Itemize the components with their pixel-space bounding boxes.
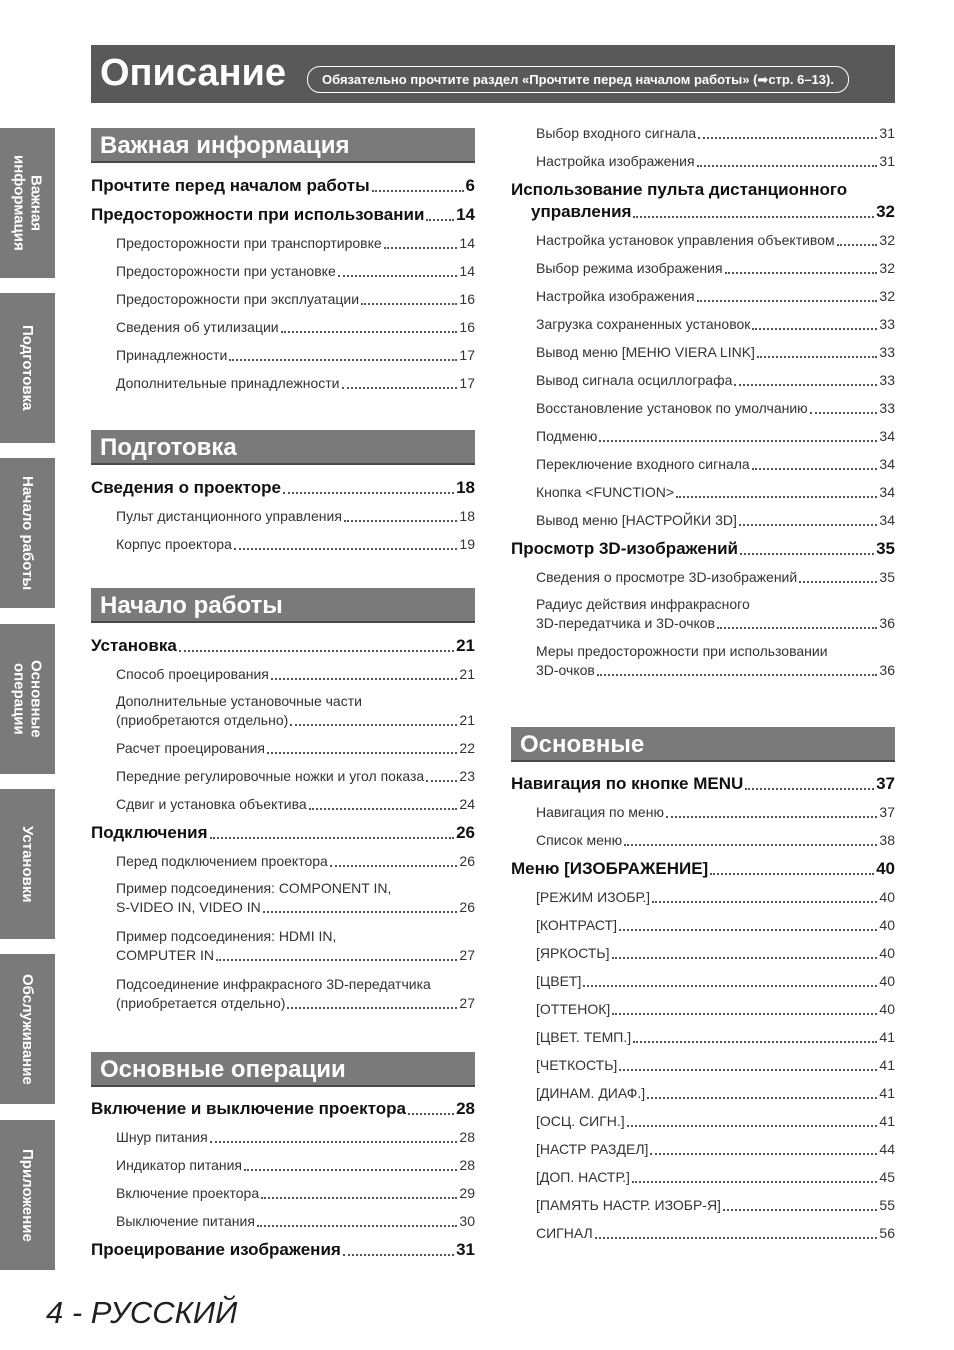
page-number: 16 — [459, 291, 475, 307]
page-number: 41 — [879, 1113, 895, 1129]
toc-main-entry[interactable] — [511, 774, 895, 794]
toc-sub-entry[interactable] — [91, 767, 475, 786]
toc-main-entry[interactable] — [511, 859, 895, 879]
page-number: 18 — [459, 508, 475, 524]
toc-sub-entry-line1[interactable]: Пример подсоединения: HDMI IN, — [116, 928, 337, 944]
entry-text: Настройка изображения — [536, 153, 695, 169]
page-number: 32 — [876, 202, 895, 221]
dot-leader — [408, 1113, 454, 1115]
page-number: 26 — [456, 823, 475, 842]
dot-leader — [633, 216, 874, 218]
toc-sub-entry[interactable] — [91, 290, 475, 309]
dot-leader — [799, 581, 877, 583]
toc-sub-entry[interactable] — [511, 511, 895, 530]
entry-text: Дополнительные принадлежности — [116, 375, 340, 391]
page-number: 14 — [459, 235, 475, 251]
entry-text: [ОСЦ. СИГН.] — [536, 1113, 625, 1129]
toc-sub-entry[interactable] — [511, 1056, 895, 1075]
dot-leader — [338, 275, 458, 277]
side-tab-appendix[interactable] — [0, 1120, 55, 1270]
toc-sub-entry-line1[interactable]: Пример подсоединения: COMPONENT IN, — [116, 880, 392, 896]
dot-leader — [752, 468, 878, 470]
dot-leader — [627, 1125, 878, 1127]
page-number: 21 — [459, 712, 475, 728]
page-number: 33 — [879, 400, 895, 416]
dot-leader — [290, 724, 457, 726]
toc-sub-entry[interactable] — [511, 371, 895, 390]
entry-text: (приобретается отдельно) — [116, 995, 286, 1011]
page-number: 40 — [879, 1001, 895, 1017]
page-number: 29 — [459, 1185, 475, 1201]
entry-text: Переключение входного сигнала — [536, 456, 750, 472]
toc-sub-entry[interactable] — [91, 795, 475, 814]
dot-leader — [757, 356, 877, 358]
page-number: 28 — [456, 1099, 475, 1118]
toc-sub-entry[interactable] — [511, 231, 895, 250]
page-number: 34 — [879, 428, 895, 444]
dot-leader — [330, 865, 458, 867]
entry-text: Предосторожности при использовании — [91, 205, 425, 224]
toc-sub-entry[interactable] — [511, 661, 895, 680]
entry-text: Проецирование изображения — [91, 1240, 341, 1259]
dot-leader — [810, 412, 878, 414]
entry-text: Включение и выключение проектора — [91, 1099, 406, 1118]
entry-text: Принадлежности — [116, 347, 228, 363]
page-number: 45 — [879, 1169, 895, 1185]
entry-text: Выключение питания — [116, 1213, 255, 1229]
toc-main-entry[interactable] — [91, 823, 475, 843]
entry-text: Выбор режима изображения — [536, 260, 723, 276]
entry-text: (приобретаются отдельно) — [116, 712, 289, 728]
dot-leader — [261, 1197, 457, 1199]
dot-leader — [263, 911, 458, 913]
dot-leader — [342, 387, 458, 389]
page-number: 41 — [879, 1057, 895, 1073]
dot-leader — [697, 300, 878, 302]
entry-text: [ЯРКОСТЬ] — [536, 945, 610, 961]
page-number-footer: 4 - РУССКИЙ — [46, 1295, 238, 1330]
side-tab-label: Основные операции — [10, 660, 45, 738]
page-number: 34 — [879, 484, 895, 500]
page-header — [91, 45, 895, 103]
toc-main-entry[interactable] — [91, 478, 475, 498]
dot-leader — [666, 816, 877, 818]
page-number: 41 — [879, 1029, 895, 1045]
page-number: 30 — [459, 1213, 475, 1229]
toc-left-sec2 — [91, 430, 475, 554]
toc-sub-entry[interactable] — [91, 318, 475, 337]
section-heading: Начало работы — [91, 588, 475, 623]
page-number: 28 — [459, 1157, 475, 1173]
toc-sub-entry-line1[interactable]: Меры предосторожности при использовании — [536, 643, 828, 659]
page-number: 14 — [459, 263, 475, 279]
page-number: 40 — [879, 917, 895, 933]
toc-sub-entry[interactable] — [511, 124, 895, 143]
toc-sub-entry[interactable] — [91, 374, 475, 393]
toc-sub-entry[interactable] — [511, 315, 895, 334]
entry-text: Подменю — [536, 428, 598, 444]
section-heading: Важная информация — [91, 128, 475, 163]
section-heading: Подготовка — [91, 430, 475, 465]
toc-sub-entry[interactable] — [511, 568, 895, 587]
side-tab-label: Подготовка — [19, 325, 36, 411]
page-number: 14 — [456, 205, 475, 224]
page-number: 36 — [879, 662, 895, 678]
entry-text: Вывод сигнала осциллографа — [536, 372, 733, 388]
toc-sub-entry[interactable] — [511, 343, 895, 362]
entry-text: Вывод меню [НАСТРОЙКИ 3D] — [536, 512, 737, 528]
toc-sub-entry[interactable] — [511, 614, 895, 633]
toc-right-continued — [511, 124, 895, 680]
page-number: 32 — [879, 288, 895, 304]
toc-sub-entry-line1[interactable]: Дополнительные установочные части — [116, 693, 362, 709]
toc-main-entry[interactable] — [511, 202, 895, 222]
toc-sub-entry[interactable] — [91, 711, 475, 730]
entry-text: [НАСТР РАЗДЕЛ] — [536, 1141, 649, 1157]
entry-text: Список меню — [536, 832, 623, 848]
toc-sub-entry[interactable] — [91, 535, 475, 554]
page-number: 22 — [459, 740, 475, 756]
entry-text: Выбор входного сигнала — [536, 125, 697, 141]
dot-leader — [287, 1007, 457, 1009]
entry-text: [ЦВЕТ. ТЕМП.] — [536, 1029, 632, 1045]
dot-leader — [745, 788, 874, 790]
dot-leader — [599, 440, 877, 442]
side-tab-label: Начало работы — [19, 475, 36, 591]
toc-sub-entry[interactable] — [91, 1184, 475, 1203]
entry-text: Кнопка <FUNCTION> — [536, 484, 675, 500]
toc-sub-entry[interactable] — [511, 427, 895, 446]
toc-sub-entry[interactable] — [91, 739, 475, 758]
side-tab-label: Важная информация — [10, 155, 45, 251]
toc-sub-entry[interactable] — [511, 831, 895, 850]
dot-leader — [384, 247, 458, 249]
entry-text: [РЕЖИМ ИЗОБР.] — [536, 889, 651, 905]
entry-text: Вывод меню [МЕНЮ VIERA LINK] — [536, 344, 755, 360]
page-number: 31 — [879, 125, 895, 141]
page-number: 18 — [456, 478, 475, 497]
page-number: 31 — [456, 1240, 475, 1259]
toc-sub-entry[interactable] — [511, 972, 895, 991]
page-title: Описание — [100, 52, 287, 94]
dot-leader — [372, 190, 464, 192]
dot-leader — [210, 1141, 458, 1143]
dot-leader — [652, 901, 877, 903]
entry-text: Передние регулировочные ножки и угол показа — [116, 768, 425, 784]
dot-leader — [271, 678, 458, 680]
entry-text: [ДОП. НАСТР.] — [536, 1169, 630, 1185]
page-number: 26 — [459, 853, 475, 869]
page-number: 56 — [879, 1225, 895, 1241]
page-number: 33 — [879, 316, 895, 332]
page-number: 21 — [459, 666, 475, 682]
dot-leader — [257, 1225, 457, 1227]
toc-main-entry-line1[interactable]: Использование пульта дистанционного — [511, 180, 848, 199]
entry-text: СИГНАЛ — [536, 1225, 593, 1241]
dot-leader — [281, 331, 458, 333]
entry-text: Меню [ИЗОБРАЖЕНИЕ] — [511, 859, 709, 878]
side-tab-preparation[interactable] — [0, 293, 55, 443]
toc-sub-entry[interactable] — [511, 259, 895, 278]
toc-sub-entry[interactable] — [511, 1196, 895, 1215]
page-number: 34 — [879, 456, 895, 472]
page-number: 26 — [459, 899, 475, 915]
entry-text: COMPUTER IN — [116, 947, 214, 963]
entry-text: Индикатор питания — [116, 1157, 242, 1173]
toc-sub-entry[interactable] — [91, 234, 475, 253]
toc-sub-entry[interactable] — [511, 803, 895, 822]
entry-text: управления — [531, 202, 632, 221]
page-number: 27 — [459, 947, 475, 963]
toc-sub-entry[interactable] — [511, 944, 895, 963]
entry-text: Предосторожности при транспортировке — [116, 235, 382, 251]
entry-text: Предосторожности при установке — [116, 263, 336, 279]
side-tab-label: Установки — [19, 825, 36, 903]
entry-text: 3D-передатчика и 3D-очков — [536, 615, 716, 631]
toc-sub-entry[interactable] — [91, 994, 475, 1013]
dot-leader — [752, 328, 877, 330]
toc-main-entry[interactable] — [91, 205, 475, 225]
entry-text: Пульт дистанционного управления — [116, 508, 342, 524]
dot-leader — [739, 524, 878, 526]
entry-text: Шнур питания — [116, 1129, 208, 1145]
entry-text: 3D-очков — [536, 662, 595, 678]
entry-text: Просмотр 3D-изображений — [511, 539, 739, 558]
page-number: 24 — [459, 796, 475, 812]
section-heading: Основные операции — [91, 1052, 475, 1087]
page-number: 21 — [456, 636, 475, 655]
dot-leader — [309, 808, 458, 810]
dot-leader — [619, 929, 877, 931]
toc-sub-entry[interactable] — [91, 346, 475, 365]
toc-sub-entry[interactable] — [91, 1156, 475, 1175]
dot-leader — [632, 1181, 878, 1183]
entry-text: Расчет проецирования — [116, 740, 265, 756]
entry-text: [ПАМЯТЬ НАСТР. ИЗОБР-Я] — [536, 1197, 721, 1213]
dot-leader — [740, 553, 874, 555]
toc-sub-entry[interactable] — [511, 916, 895, 935]
dot-leader — [723, 1209, 877, 1211]
side-tab-maintenance[interactable] — [0, 954, 55, 1104]
dot-leader — [612, 957, 878, 959]
entry-text: [ОТТЕНОК] — [536, 1001, 611, 1017]
dot-leader — [710, 873, 874, 875]
entry-text: Сведения о проекторе — [91, 478, 281, 497]
entry-text: Прочтите перед началом работы — [91, 176, 370, 195]
toc-sub-entry[interactable] — [511, 1224, 895, 1243]
page-number: 17 — [459, 347, 475, 363]
page-number: 40 — [879, 945, 895, 961]
dot-leader — [837, 244, 878, 246]
toc-sub-entry[interactable] — [91, 665, 475, 684]
dot-leader — [234, 548, 458, 550]
dot-leader — [210, 837, 455, 839]
page-number: 40 — [879, 973, 895, 989]
dot-leader — [650, 1153, 877, 1155]
page-number: 44 — [879, 1141, 895, 1157]
toc-sub-entry[interactable] — [511, 1028, 895, 1047]
dot-leader — [267, 752, 457, 754]
dot-leader — [229, 359, 457, 361]
side-tab-settings[interactable] — [0, 789, 55, 939]
dot-leader — [624, 844, 877, 846]
entry-text: Сдвиг и установка объектива — [116, 796, 307, 812]
page-number: 37 — [876, 774, 895, 793]
page-number: 23 — [459, 768, 475, 784]
header-note: Обязательно прочтите раздел «Прочтите перед началом работы» (➡стр. 6–13). — [307, 66, 849, 93]
page-number: 27 — [459, 995, 475, 1011]
page-number: 32 — [879, 232, 895, 248]
page-number: 33 — [879, 344, 895, 360]
dot-leader — [725, 272, 878, 274]
toc-sub-entry[interactable] — [511, 1084, 895, 1103]
page-number: 6 — [465, 176, 475, 195]
dot-leader — [676, 496, 877, 498]
toc-sub-entry[interactable] — [91, 898, 475, 917]
page-number: 28 — [459, 1129, 475, 1145]
dot-leader — [216, 959, 457, 961]
dot-leader — [633, 1041, 877, 1043]
entry-text: Загрузка сохраненных установок — [536, 316, 751, 332]
page-number: 38 — [879, 832, 895, 848]
section-heading: Основные — [511, 727, 895, 762]
page-number: 17 — [459, 375, 475, 391]
toc-sub-entry[interactable] — [91, 1128, 475, 1147]
entry-text: Настройка установок управления объективом — [536, 232, 835, 248]
dot-leader — [717, 627, 877, 629]
toc-sub-entry[interactable] — [511, 483, 895, 502]
dot-leader — [595, 1237, 878, 1239]
toc-left-sec3 — [91, 588, 475, 1013]
page-number: 35 — [879, 569, 895, 585]
toc-sub-entry[interactable] — [511, 1112, 895, 1131]
toc-main-entry[interactable] — [91, 1099, 475, 1119]
dot-leader — [426, 219, 454, 221]
dot-leader — [179, 650, 454, 652]
toc-sub-entry[interactable] — [91, 946, 475, 965]
page-number: 34 — [879, 512, 895, 528]
dot-leader — [734, 384, 877, 386]
toc-sub-entry[interactable] — [91, 507, 475, 526]
toc-sub-entry[interactable] — [511, 1140, 895, 1159]
toc-sub-entry[interactable] — [511, 1168, 895, 1187]
toc-sub-entry[interactable] — [91, 852, 475, 871]
toc-sub-entry[interactable] — [91, 1212, 475, 1231]
dot-leader — [344, 520, 458, 522]
dot-leader — [612, 1013, 877, 1015]
entry-text: S-VIDEO IN, VIDEO IN — [116, 899, 261, 915]
toc-sub-entry[interactable] — [511, 287, 895, 306]
entry-text: [ЦВЕТ] — [536, 973, 582, 989]
toc-sub-entry[interactable] — [91, 262, 475, 281]
toc-main-entry[interactable] — [91, 636, 475, 656]
dot-leader — [583, 985, 877, 987]
dot-leader — [619, 1069, 877, 1071]
entry-text: Сведения о просмотре 3D-изображений — [536, 569, 798, 585]
dot-leader — [698, 137, 877, 139]
toc-right-sec5 — [511, 727, 895, 1243]
side-tab-important-info[interactable] — [0, 128, 55, 278]
dot-leader — [647, 1097, 877, 1099]
entry-text: Сведения об утилизации — [116, 319, 279, 335]
page-number: 36 — [879, 615, 895, 631]
page-number: 37 — [879, 804, 895, 820]
entry-text: Подключения — [91, 823, 208, 842]
entry-text: Включение проектора — [116, 1185, 260, 1201]
entry-text: [ЧЕТКОСТЬ] — [536, 1057, 618, 1073]
entry-text: [КОНТРАСТ] — [536, 917, 617, 933]
page-number: 19 — [459, 536, 475, 552]
page-number: 16 — [459, 319, 475, 335]
entry-text: Навигация по меню — [536, 804, 664, 820]
dot-leader — [426, 780, 457, 782]
dot-leader — [597, 674, 878, 676]
toc-left-sec1 — [91, 128, 475, 393]
page-number: 35 — [876, 539, 895, 558]
entry-text: Способ проецирования — [116, 666, 269, 682]
page-number: 31 — [879, 153, 895, 169]
entry-text: Навигация по кнопке MENU — [511, 774, 744, 793]
entry-text: [ДИНАМ. ДИАФ.] — [536, 1085, 646, 1101]
dot-leader — [244, 1169, 457, 1171]
dot-leader — [283, 492, 454, 494]
toc-sub-entry[interactable] — [511, 399, 895, 418]
entry-text: Корпус проектора — [116, 536, 232, 552]
side-tab-label: Приложение — [19, 1148, 36, 1242]
page-number: 40 — [876, 859, 895, 878]
page-number: 40 — [879, 889, 895, 905]
toc-sub-entry[interactable] — [511, 1000, 895, 1019]
entry-text: Установка — [91, 636, 177, 655]
side-tab-basic-operations[interactable] — [0, 624, 55, 774]
toc-sub-entry[interactable] — [511, 455, 895, 474]
toc-left-sec4 — [91, 1052, 475, 1260]
toc-sub-entry-line1[interactable]: Радиус действия инфракрасного — [536, 596, 750, 612]
entry-text: Настройка изображения — [536, 288, 695, 304]
page-number: 33 — [879, 372, 895, 388]
dot-leader — [361, 303, 457, 305]
toc-sub-entry[interactable] — [511, 888, 895, 907]
toc-main-entry[interactable] — [511, 539, 895, 559]
dot-leader — [343, 1254, 454, 1256]
toc-sub-entry-line1[interactable]: Подсоединение инфракрасного 3D-передатчика — [116, 976, 431, 992]
page-number: 32 — [879, 260, 895, 276]
toc-main-entry[interactable] — [91, 176, 475, 196]
toc-sub-entry[interactable] — [511, 152, 895, 171]
toc-main-entry[interactable] — [91, 1240, 475, 1260]
entry-text: Предосторожности при эксплуатации — [116, 291, 360, 307]
page-number: 41 — [879, 1085, 895, 1101]
page-number: 55 — [879, 1197, 895, 1213]
entry-text: Восстановление установок по умолчанию — [536, 400, 808, 416]
entry-text: Перед подключением проектора — [116, 853, 328, 869]
side-tab-getting-started[interactable] — [0, 458, 55, 608]
side-tab-label: Обслуживание — [19, 973, 36, 1085]
dot-leader — [697, 165, 878, 167]
